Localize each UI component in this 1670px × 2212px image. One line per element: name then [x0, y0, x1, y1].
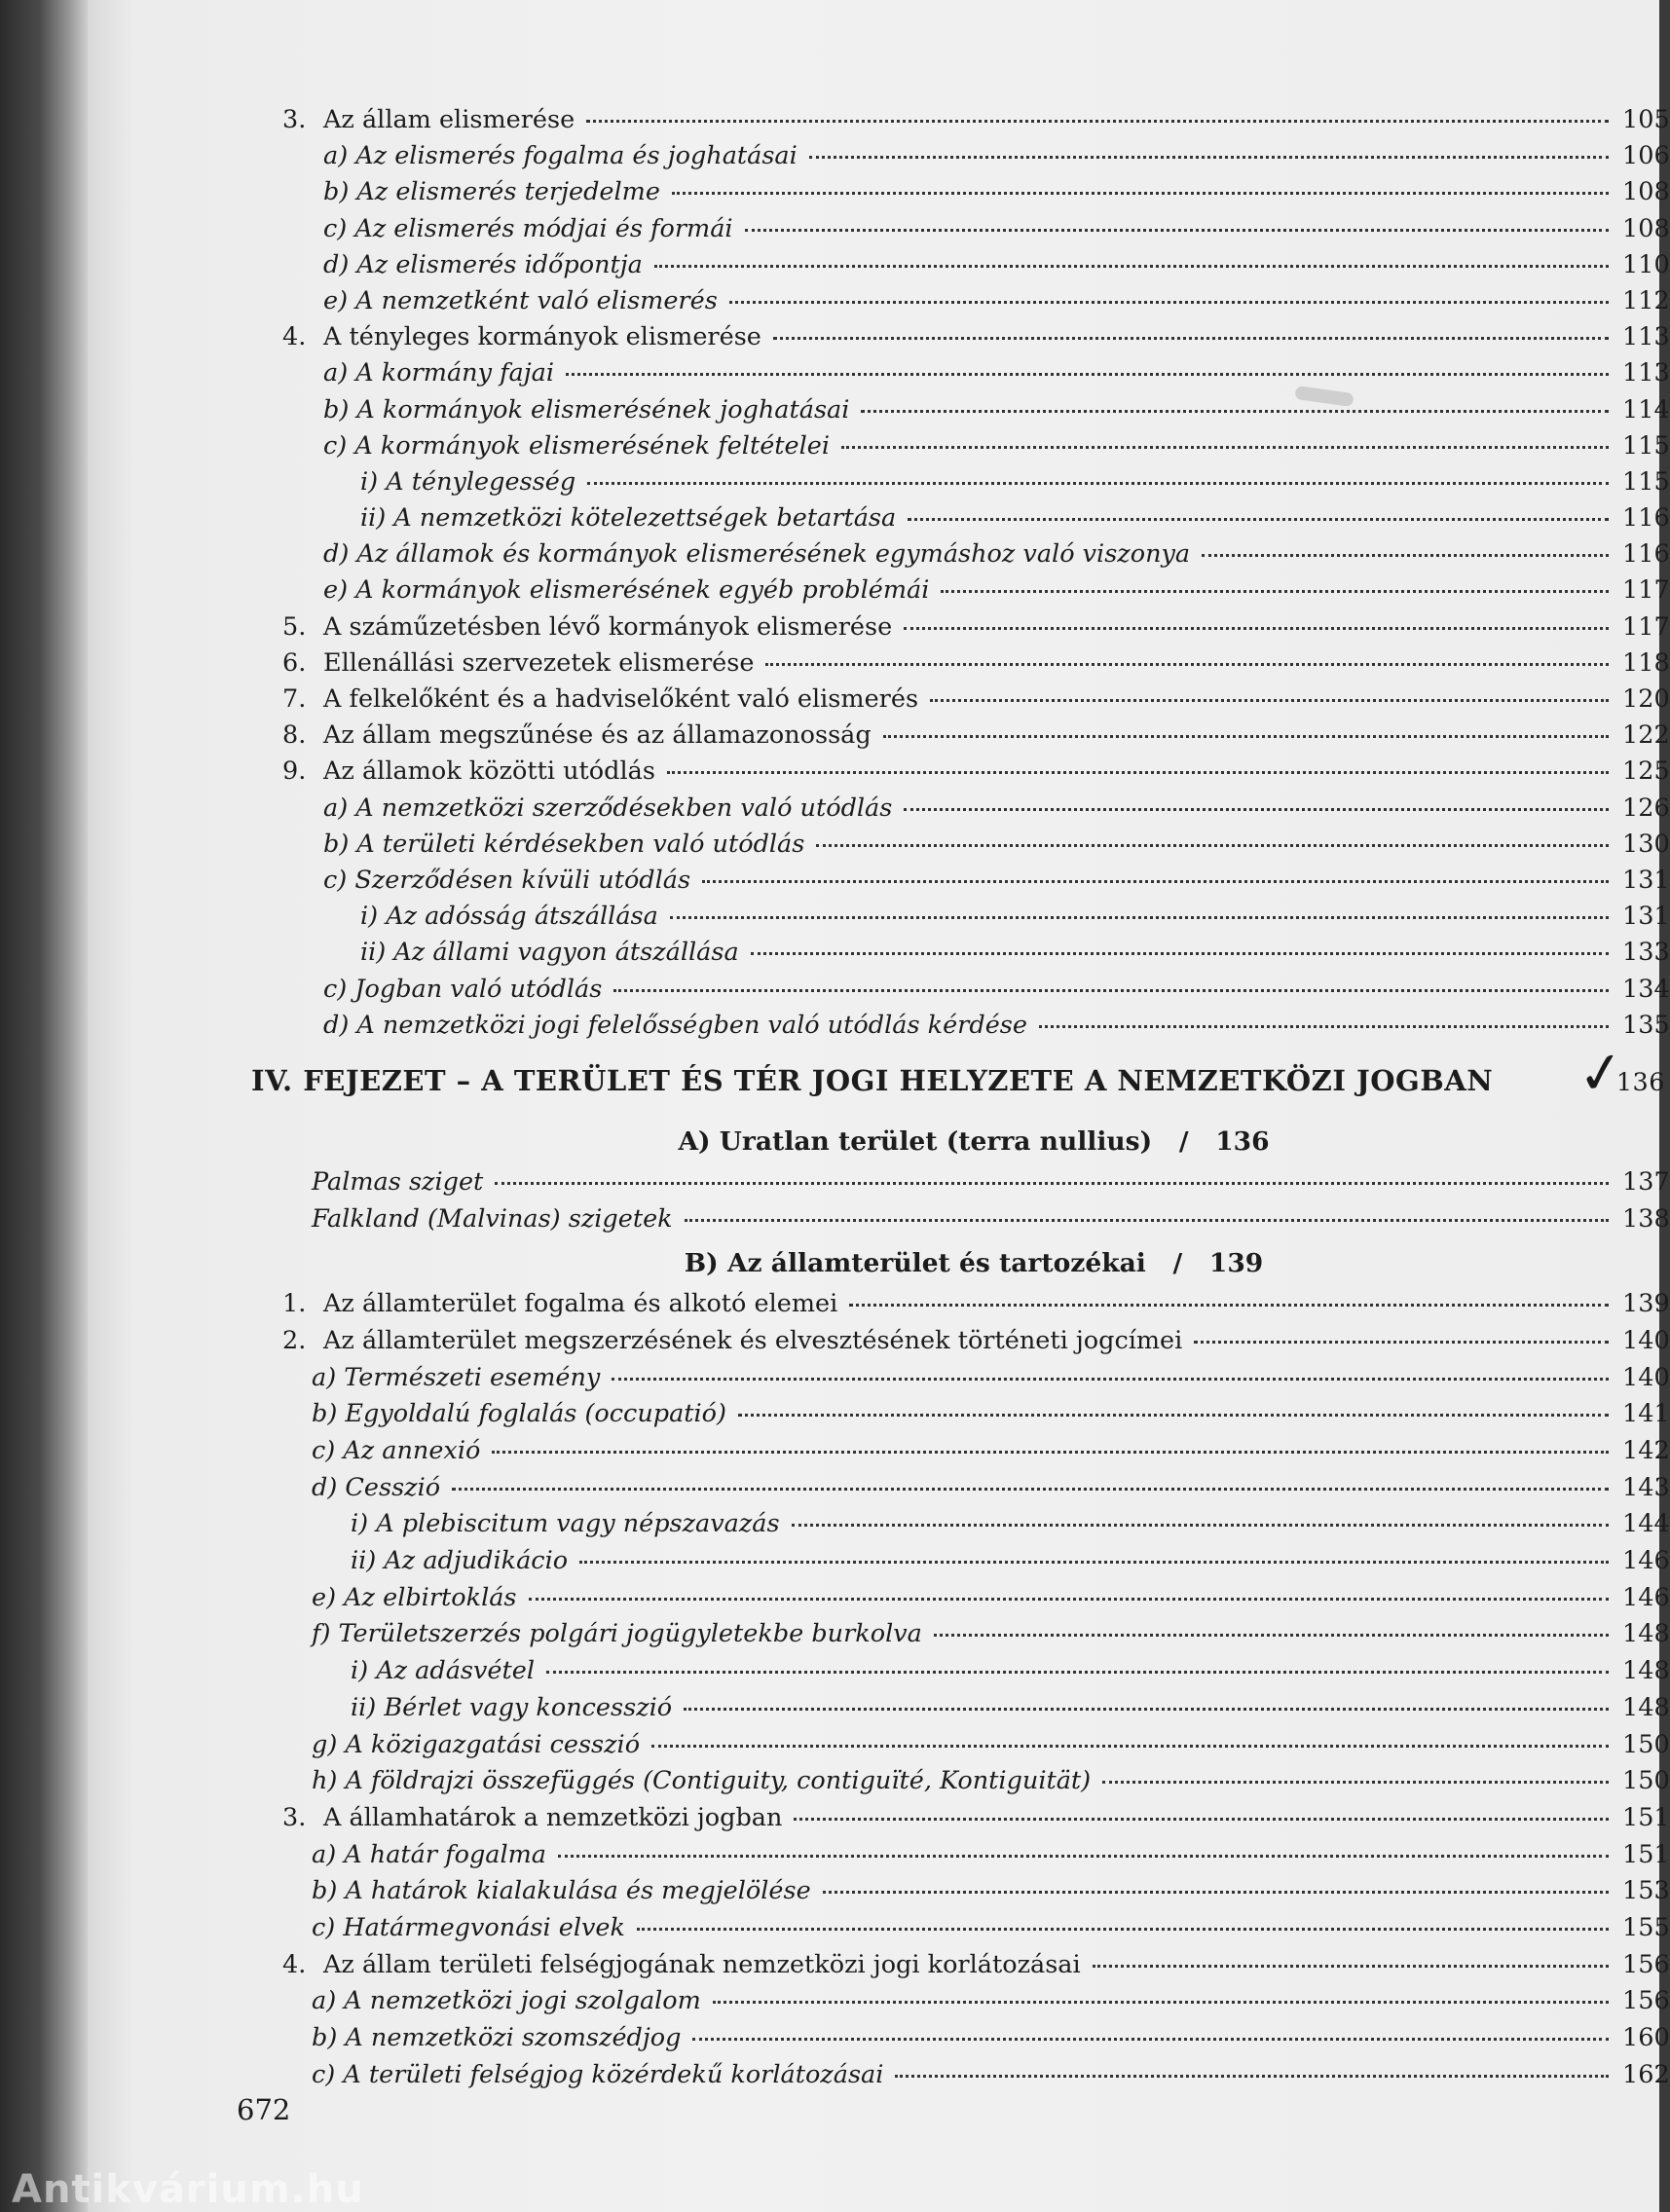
dot-leader: [1102, 1781, 1609, 1784]
toc-entry-text: a) Az elismerés fogalma és joghatásai: [323, 141, 798, 171]
toc-entry-page: 148: [1622, 1692, 1670, 1722]
dot-leader: [751, 952, 1609, 955]
toc-entry-page: 148: [1622, 1619, 1670, 1649]
toc-entry-page: 162: [1622, 2059, 1670, 2089]
toc-entry-label: [282, 684, 918, 714]
toc-part-1: [282, 105, 1670, 1047]
toc-entry: [282, 1839, 1670, 1877]
toc-entry-label: [282, 866, 690, 895]
toc-entry-label: [282, 793, 892, 823]
toc-entry-page: 116: [1622, 503, 1670, 534]
dot-leader: [930, 699, 1609, 702]
toc-entry-text: e) A kormányok elismerésének egyéb problémái: [323, 575, 930, 606]
toc-entry: [282, 1436, 1670, 1473]
toc-entry: [282, 322, 1670, 358]
dot-leader: [672, 192, 1609, 195]
toc-entry-label: [282, 648, 754, 678]
toc-entry-text: Az államok közötti utódlás: [323, 756, 655, 787]
dot-leader: [587, 482, 1609, 485]
toc-entry-label: [282, 575, 929, 605]
section-b-title: B) Az államterület és tartozékai: [684, 1248, 1146, 1279]
toc-entry-page: 140: [1622, 1325, 1670, 1355]
toc-entry-text: a) A nemzetközi szerződésekben való utódlás: [323, 793, 893, 823]
dot-leader: [934, 1634, 1609, 1637]
toc-entry-page: 125: [1622, 756, 1670, 787]
toc-entry-label: [282, 1766, 1091, 1795]
toc-entry-text: Az államterület megszerzésének és elvesztésének történeti jogcímei: [323, 1325, 1183, 1355]
toc-entry-page: 156: [1622, 1949, 1670, 1979]
toc-entry-label: [282, 2060, 883, 2089]
toc-entry-label: [282, 467, 575, 497]
section-b-page: 139: [1208, 1248, 1264, 1279]
toc-entry-page: 115: [1622, 430, 1670, 461]
toc-entry: [282, 1362, 1670, 1400]
toc-entry-page: 117: [1622, 611, 1670, 642]
toc-entry-text: d) Az elismerés időpontja: [323, 249, 643, 279]
toc-entry-text: d) Az államok és kormányok elismerésének egymáshoz való viszonya: [323, 539, 1191, 570]
toc-entry-text: b) A területi kérdésekben való utódlás: [323, 829, 805, 859]
toc-entry-text: ii) Az állami vagyon átszállása: [360, 938, 739, 968]
toc-entry-page: 144: [1622, 1509, 1670, 1539]
toc-entry-text: c) A kormányok elismerésének feltételei: [323, 430, 831, 461]
toc-entry-label: [282, 902, 658, 931]
toc-entry-text: b) A kormányok elismerésének joghatásai: [323, 394, 850, 424]
toc-entry: [282, 575, 1670, 611]
toc-entry: [282, 1509, 1670, 1546]
toc-entry: [282, 358, 1670, 394]
toc-entry: [282, 1582, 1670, 1620]
toc-entry-label: [282, 358, 554, 387]
toc-entry-page: 118: [1622, 647, 1670, 678]
toc-entry-page: 113: [1622, 322, 1670, 352]
toc-entry-number: 9.: [282, 756, 307, 787]
toc-entry-label: [282, 2023, 681, 2052]
toc-entry-page: 151: [1622, 1802, 1670, 1832]
toc-entry: [282, 249, 1670, 286]
toc-entry-label: [282, 1399, 726, 1428]
dot-leader: [651, 1745, 1609, 1748]
dot-leader: [637, 1928, 1609, 1931]
book-spine-shadow: [0, 0, 88, 2212]
toc-entry-text: i) Az adósság átszállása: [360, 902, 658, 932]
toc-entry: [282, 829, 1670, 866]
toc-entry-label: [282, 1289, 837, 1318]
toc-entry-label: [282, 322, 761, 351]
toc-entry: [282, 865, 1670, 902]
toc-entry-number: 5.: [282, 611, 307, 642]
toc-entry-page: 150: [1622, 1729, 1670, 1759]
dot-leader: [904, 808, 1609, 811]
dot-leader: [908, 518, 1609, 521]
toc-entry: [282, 394, 1670, 431]
toc-part-3: [282, 1289, 1670, 2096]
toc-entry-page: 143: [1622, 1472, 1670, 1502]
toc-entry-page: 114: [1622, 394, 1670, 424]
toc-entry-text: a) Természeti esemény: [312, 1362, 601, 1392]
dot-leader: [904, 627, 1609, 630]
toc-entry: [282, 902, 1670, 938]
dot-leader: [579, 1561, 1609, 1564]
toc-entry-text: c) Szerződésen kívüli utódlás: [323, 865, 691, 895]
dot-leader: [566, 373, 1609, 376]
toc-entry-number: 4.: [282, 322, 307, 352]
dot-leader: [1194, 1341, 1609, 1344]
toc-entry-text: Az állam területi felségjogának nemzetközi jogi korlátozásai: [323, 1949, 1081, 1979]
toc-entry-text: b) Az elismerés terjedelme: [323, 177, 660, 207]
toc-entry-text: i) A plebiscitum vagy népszavazás: [351, 1509, 780, 1539]
toc-entry: [282, 1472, 1670, 1510]
dot-leader: [794, 1818, 1609, 1821]
toc-entry: [282, 1802, 1670, 1840]
toc-entry-label: [282, 720, 872, 750]
dot-leader: [792, 1524, 1609, 1527]
toc-entry-text: i) Az adásvétel: [351, 1656, 535, 1686]
toc-entry-text: b) Egyoldalú foglalás (occupatió): [312, 1399, 726, 1429]
toc-entry-text: ii) A nemzetközi kötelezettségek betartása: [360, 503, 897, 534]
toc-entry-text: A államhatárok a nemzetközi jogban: [323, 1802, 783, 1832]
dot-leader: [841, 446, 1609, 449]
toc-entry: [282, 1399, 1670, 1436]
toc-entry: [282, 756, 1670, 793]
toc-entry-page: 116: [1622, 539, 1670, 570]
toc-entry: [282, 1729, 1670, 1767]
toc-entry-label: [282, 975, 602, 1004]
dot-leader: [1202, 554, 1609, 557]
toc-entry-label: [282, 756, 655, 786]
toc-entry-label: [282, 1473, 440, 1502]
dot-leader: [692, 2038, 1609, 2041]
dot-leader: [586, 120, 1609, 123]
toc-entry-text: Az állam elismerése: [323, 105, 575, 134]
dot-leader: [1039, 1025, 1609, 1028]
toc-entry: [282, 647, 1670, 684]
toc-entry-text: g) A közigazgatási cesszió: [312, 1729, 641, 1759]
toc-entry-label: [282, 1167, 483, 1197]
toc-entry: [282, 503, 1670, 539]
toc-entry: [282, 1325, 1670, 1363]
toc-entry: [282, 684, 1670, 720]
toc-entry-text: e) Az elbirtoklás: [312, 1582, 517, 1612]
toc-entry-page: 146: [1622, 1546, 1670, 1576]
dot-leader: [495, 1182, 1609, 1185]
toc-entry-text: a) A kormány fajai: [323, 358, 554, 388]
chapter-title: IV. FEJEZET – A TERÜLET ÉS TÉR JOGI HELYZETE A NEMZETKÖZI JOGBAN: [251, 1063, 1494, 1097]
dot-leader: [670, 916, 1609, 919]
toc-entry-page: 131: [1622, 865, 1670, 895]
toc-entry-label: [282, 1950, 1081, 1979]
toc-entry: [282, 1949, 1670, 1987]
toc-entry-page: 140: [1622, 1362, 1670, 1392]
section-b-heading: [282, 1240, 1665, 1289]
chapter-heading: [251, 1047, 1665, 1119]
toc-entry-page: 117: [1622, 575, 1670, 606]
toc-entry-page: 156: [1622, 1986, 1670, 2016]
toc-entry-text: Az államterület fogalma és alkotó elemei: [323, 1289, 838, 1319]
toc-entry-text: Az állam megszűnése és az államazonosság: [323, 720, 872, 751]
toc-entry-text: c) Határmegvonási elvek: [312, 1912, 625, 1942]
toc-entry-label: [282, 250, 643, 279]
dot-leader: [895, 2075, 1609, 2078]
toc-entry-page: 137: [1622, 1166, 1670, 1197]
toc-entry-page: 108: [1622, 213, 1670, 243]
toc-entry-text: Falkland (Malvinas) szigetek: [312, 1203, 673, 1234]
toc-entry: [282, 141, 1670, 177]
dot-leader: [738, 1414, 1609, 1417]
toc-entry-label: [282, 539, 1190, 569]
toc-entry-text: a) A nemzetközi jogi szolgalom: [312, 1986, 701, 2016]
toc-entry: [282, 285, 1670, 322]
toc-entry-label: [282, 431, 830, 461]
toc-entry: [282, 1203, 1670, 1241]
handwritten-checkmark-icon: ✓: [1573, 1036, 1630, 1110]
toc-entry: [282, 611, 1670, 648]
toc-entry-page: 133: [1622, 938, 1670, 968]
toc-entry-page: 120: [1622, 684, 1670, 714]
toc-entry-label: [282, 938, 739, 967]
toc-entry-text: ii) Bérlet vagy koncesszió: [351, 1692, 673, 1722]
toc-entry-label: [282, 1436, 480, 1465]
toc-entry-label: [282, 1876, 811, 1905]
dot-leader: [685, 1219, 1609, 1222]
toc-entry: [282, 938, 1670, 974]
toc-entry-label: [282, 1656, 535, 1685]
book-page: [88, 0, 1670, 2212]
toc-entry: [282, 1986, 1670, 2023]
toc-entry-label: [282, 612, 892, 642]
toc-entry: [282, 105, 1670, 141]
dot-leader: [883, 735, 1609, 738]
toc-entry-page: 131: [1622, 902, 1670, 932]
chapter-page-number: 136: [1615, 1067, 1665, 1097]
toc-entry-page: 134: [1622, 974, 1670, 1004]
watermark: Antikvárium.hu: [12, 2167, 364, 2212]
toc-entry-text: i) A ténylegesség: [360, 466, 576, 497]
toc-entry-text: A tényleges kormányok elismerése: [323, 322, 761, 352]
toc-entry-label: [282, 1803, 782, 1832]
dot-leader: [558, 1855, 1609, 1858]
toc-entry-page: 160: [1622, 2023, 1670, 2052]
dot-leader: [745, 229, 1609, 232]
dot-leader: [861, 410, 1609, 413]
toc-entry-page: 148: [1622, 1656, 1670, 1686]
dot-leader: [702, 880, 1609, 883]
toc-entry-page: 122: [1622, 720, 1670, 751]
toc-entry-label: [282, 395, 849, 424]
toc-entry: [282, 1766, 1670, 1803]
dot-leader: [1093, 1965, 1609, 1968]
toc-entry-text: b) A határok kialakulása és megjelölése: [312, 1876, 811, 1906]
toc-entry-page: 113: [1622, 358, 1670, 388]
toc-entry-page: 108: [1622, 177, 1670, 207]
toc-entry-text: c) Az annexió: [312, 1436, 481, 1465]
toc-entry-label: [282, 1546, 568, 1575]
toc-entry-text: Palmas sziget: [312, 1166, 484, 1197]
toc-entry-page: 146: [1622, 1582, 1670, 1612]
toc-entry-text: d) Cesszió: [312, 1472, 441, 1502]
table-of-contents: [251, 105, 1670, 2096]
toc-entry: [282, 1876, 1670, 1913]
dot-leader: [941, 590, 1609, 593]
toc-entry-page: 106: [1622, 141, 1670, 171]
dot-leader: [529, 1598, 1609, 1601]
toc-entry: [282, 213, 1670, 250]
toc-entry-page: 126: [1622, 793, 1670, 823]
toc-entry-page: 110: [1622, 249, 1670, 279]
toc-entry-text: A felkelőként és a hadviselőként való elismerés: [323, 684, 919, 714]
toc-entry-number: 6.: [282, 647, 307, 678]
dot-leader: [654, 265, 1609, 268]
toc-entry-label: [282, 1363, 600, 1392]
page-number: 672: [237, 2093, 291, 2126]
toc-part-2: [282, 1166, 1670, 1240]
section-a-separator: /: [1178, 1125, 1189, 1157]
toc-entry-label: [282, 177, 660, 206]
toc-entry-label: [282, 214, 733, 243]
dot-leader: [492, 1451, 1609, 1454]
toc-entry: [282, 2059, 1670, 2097]
toc-entry-label: [282, 1011, 1027, 1040]
toc-entry: [282, 1619, 1670, 1656]
toc-entry: [282, 1166, 1670, 1204]
dot-leader: [612, 1378, 1609, 1381]
toc-entry: [282, 720, 1670, 756]
dot-leader: [816, 844, 1609, 847]
toc-entry-page: 141: [1622, 1399, 1670, 1429]
toc-entry-text: d) A nemzetközi jogi felelősségben való utódlás kérdése: [323, 1010, 1027, 1040]
toc-entry-label: [282, 503, 896, 533]
toc-entry-page: 105: [1622, 105, 1670, 134]
section-a-page: 136: [1215, 1125, 1270, 1157]
toc-entry-page: 142: [1622, 1436, 1670, 1465]
dot-leader: [613, 989, 1609, 992]
dot-leader: [849, 1304, 1609, 1307]
toc-entry-label: [282, 105, 575, 134]
toc-entry-label: [282, 1509, 780, 1538]
toc-entry-label: [282, 830, 804, 859]
dot-leader: [729, 301, 1609, 304]
toc-entry: [282, 1010, 1670, 1047]
dot-leader: [667, 771, 1609, 774]
dot-leader: [684, 1708, 1609, 1711]
toc-entry-label: [282, 1326, 1182, 1355]
toc-entry-page: 150: [1622, 1766, 1670, 1796]
toc-entry-label: [282, 1583, 517, 1612]
toc-entry-number: 2.: [282, 1325, 307, 1355]
toc-entry-label: [282, 1204, 673, 1234]
toc-entry-number: 3.: [282, 105, 307, 134]
toc-entry-label: [282, 286, 718, 315]
dot-leader: [452, 1488, 1609, 1491]
toc-entry: [282, 430, 1670, 467]
toc-entry-page: 135: [1622, 1010, 1670, 1040]
toc-entry-label: [282, 1840, 546, 1869]
toc-entry: [282, 1546, 1670, 1583]
toc-entry-text: f) Területszerzés polgári jogügyletekbe burkolva: [312, 1619, 922, 1649]
toc-entry-label: [282, 1986, 701, 2015]
dot-leader: [765, 663, 1609, 666]
section-b-separator: /: [1172, 1248, 1183, 1279]
dot-leader: [713, 2001, 1609, 2004]
toc-entry-page: 139: [1622, 1289, 1670, 1319]
toc-entry-label: [282, 1913, 625, 1942]
toc-entry-label: [282, 1730, 640, 1759]
toc-entry-page: 115: [1622, 466, 1670, 497]
toc-entry: [282, 1912, 1670, 1950]
toc-entry-page: 112: [1622, 285, 1670, 315]
toc-entry-page: 130: [1622, 829, 1670, 859]
toc-entry-page: 151: [1622, 1839, 1670, 1869]
dot-leader: [823, 1891, 1609, 1894]
toc-entry-number: 4.: [282, 1949, 307, 1979]
toc-entry-number: 8.: [282, 720, 307, 751]
toc-entry: [282, 1656, 1670, 1693]
toc-entry-page: 138: [1622, 1203, 1670, 1234]
toc-entry-label: [282, 1619, 922, 1648]
section-a-title: A) Uratlan terület (terra nullius): [678, 1125, 1153, 1157]
dot-leader: [773, 337, 1609, 340]
toc-entry-label: [282, 141, 798, 170]
toc-entry: [282, 1289, 1670, 1326]
toc-entry: [282, 1692, 1670, 1730]
toc-entry-text: a) A határ fogalma: [312, 1839, 547, 1869]
toc-entry-text: b) A nemzetközi szomszédjog: [312, 2023, 682, 2052]
toc-entry-text: c) Az elismerés módjai és formái: [323, 213, 733, 243]
toc-entry-page: 155: [1622, 1912, 1670, 1942]
toc-entry-text: Ellenállási szervezetek elismerése: [323, 647, 755, 678]
toc-entry: [282, 539, 1670, 575]
toc-entry-text: h) A földrajzi összefüggés (Contiguity, contiguïté, Kontiguität): [312, 1766, 1092, 1796]
toc-entry-page: 153: [1622, 1876, 1670, 1906]
toc-entry-text: ii) Az adjudikácio: [351, 1546, 569, 1576]
toc-entry-number: 1.: [282, 1289, 307, 1319]
dot-leader: [809, 156, 1609, 159]
toc-entry-number: 7.: [282, 684, 307, 714]
toc-entry: [282, 974, 1670, 1011]
toc-entry: [282, 2023, 1670, 2060]
toc-entry-number: 3.: [282, 1802, 307, 1832]
dot-leader: [546, 1671, 1609, 1674]
toc-entry: [282, 793, 1670, 830]
toc-entry-label: [282, 1693, 672, 1722]
toc-entry: [282, 466, 1670, 503]
section-a-heading: [282, 1119, 1665, 1167]
toc-entry: [282, 177, 1670, 213]
toc-entry-text: c) Jogban való utódlás: [323, 974, 603, 1004]
toc-entry-text: c) A területi felségjog közérdekű korlátozásai: [312, 2059, 884, 2089]
toc-entry-text: e) A nemzetként való elismerés: [323, 285, 718, 315]
toc-entry-text: A száműzetésben lévő kormányok elismerése: [323, 611, 893, 642]
